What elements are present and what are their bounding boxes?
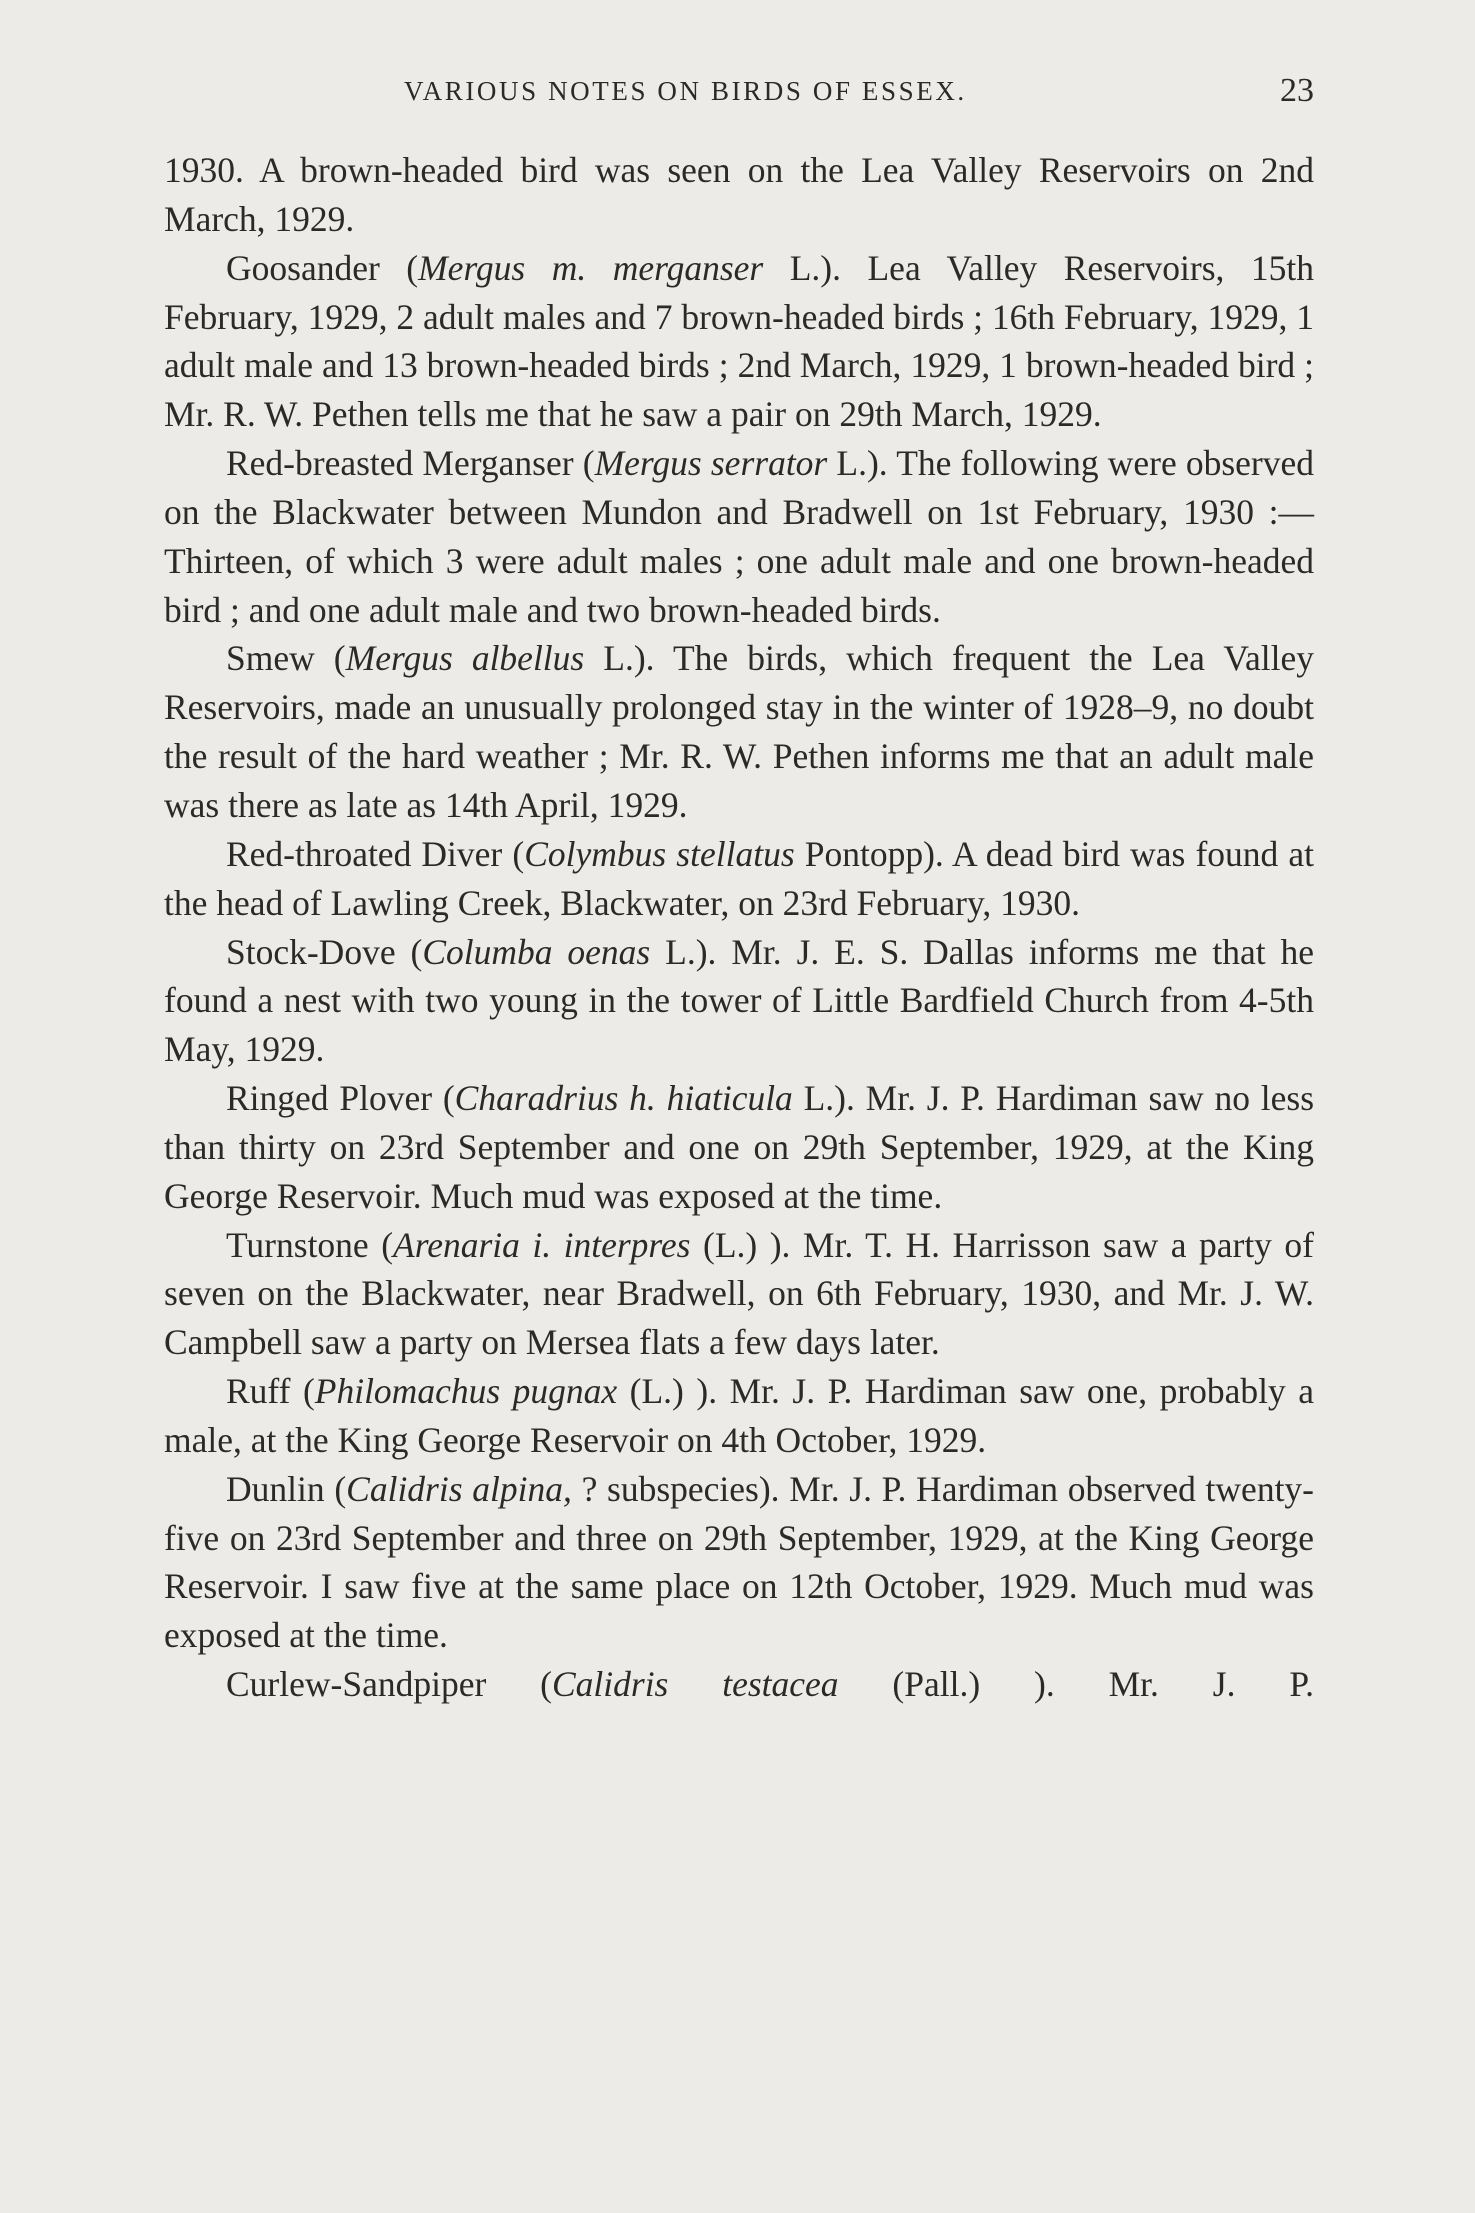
species-authority: L.). [789,247,842,288]
species-latin-name: Charadrius h. hiaticula [454,1078,793,1119]
species-name: Stock-Dove [226,931,396,972]
species-name: Red-throated Diver [226,833,503,874]
species-name: Dunlin [226,1468,325,1509]
species-name: Red-breasted Merganser [226,443,574,484]
species-authority: (L.) ). [703,1224,791,1265]
page-number: 23 [1280,72,1314,109]
species-note: A dead bird was found at the head of Lawling Creek, Blackwater, on 23rd February, 1930. [164,833,1315,923]
species-note: Mr. J. P. Hardiman saw no less than thirty on 23rd September and one on 29th September, 1929, at the King George Reservoir. Much mud was exposed at the time. [164,1078,1315,1216]
species-note: Mr. J. P. Hardiman observed twenty-five on 23rd September and three on 29th September, 1929, at the King George Reservoir. I saw five at the same place on 12th October, 1929. Much mud was exposed at the time. [164,1468,1314,1656]
species-entry-red-throated-diver: Red-throated Diver (Colymbus stellatus Pontopp). A dead bird was found at the head of Lawling Creek, Blackwater, on 23rd February, 1930. [164,833,1315,923]
running-title: VARIOUS NOTES ON BIRDS OF ESSEX. [404,76,967,106]
species-authority: L.). [836,443,888,484]
species-entry-smew: Smew (Mergus albellus L.). The birds, which frequent the Lea Valley Reservoirs, made an unusually prolonged stay in the winter of 1928–9, no doubt the result of the hard weather ; Mr. R. W. Pethen informs me that an adult male was there as late as 14th April, 1929. [164,638,1315,825]
species-entry-goosander: Goosander (Mergus m. merganser L.). Lea Valley Reservoirs, 15th February, 1929, 2 adult males and 7 brown-headed birds ; 16th February, 1929, 1 adult male and 13 brown-headed birds ; 2nd March, 1929, 1 brown-headed bird ; Mr. R. W. Pethen tells me that he saw a pair on 29th March, 1929. [164,247,1315,435]
species-note: Lea Valley Reservoirs, 15th February, 1929, 2 adult males and 7 brown-headed birds ; 16th February, 1929, 1 adult male and 13 brown-headed birds ; 2nd March, 1929, 1 brown-headed bird ; Mr. R. W. Pethen tells me that he saw a pair on 29th March, 1929. [164,247,1315,435]
species-entry-red-breasted-merganser: Red-breasted Merganser (Mergus serrator L.). The following were observed on the Blackwater between Mundon and Bradwell on 1st February, 1930 :—Thirteen, of which 3 were adult males ; one adult male and one brown-headed bird ; and one adult male and two brown-headed birds. [164,443,1315,630]
species-entry-turnstone: Turnstone (Arenaria i. interpres (L.) ). Mr. T. H. Harrisson saw a party of seven on the Blackwater, near Bradwell, on 6th February, 1930, and Mr. J. W. Campbell saw a party on Mersea flats a few days later. [164,1224,1314,1363]
paragraph-continuation: 1930. A brown-headed bird was seen on the Lea Valley Reservoirs on 2nd March, 1929. [164,150,1314,239]
species-latin-name: Mergus albellus [345,638,585,679]
species-note: Mr. J. E. S. Dallas informs me that he found a nest with two young in the tower of Little Bardfield Church from 4-5th May, 1929. [164,931,1315,1070]
species-authority: L.). [665,931,717,972]
species-authority: Pontopp). [804,833,944,874]
species-name: Ringed Plover [226,1078,433,1119]
body-text [164,146,1314,1709]
species-authority: L.). [803,1078,855,1119]
species-name: Ruff [226,1371,291,1412]
species-entry-curlew-sandpiper: Curlew-Sandpiper (Calidris testacea (Pall.) ). Mr. J. P. [226,1664,1315,1705]
species-latin-name: Arenaria i. interpres [393,1224,691,1265]
species-name: Smew [226,638,315,679]
species-entry-stock-dove: Stock-Dove (Columba oenas L.). Mr. J. E. S. Dallas informs me that he found a nest with two young in the tower of Little Bardfield Church from 4-5th May, 1929. [164,931,1315,1070]
species-note: The following were observed on the Blackwater between Mundon and Bradwell on 1st February, 1930 :—Thirteen, of which 3 were adult males ; one adult male and one brown-headed bird ; and one adult male and two brown-headed birds. [164,443,1315,630]
species-note: The birds, which frequent the Lea Valley Reservoirs, made an unusually prolonged stay in the winter of 1928–9, no doubt the result of the hard weather ; Mr. R. W. Pethen informs me that an adult male was there as late as 14th April, 1929. [164,638,1315,825]
species-latin-name: Mergus serrator [594,443,828,484]
species-latin-name: Philomachus pugnax [314,1371,618,1412]
species-name: Goosander [226,247,380,288]
species-entry-ruff: Ruff (Philomachus pugnax (L.) ). Mr. J. P. Hardiman saw one, probably a male, at the King George Reservoir on 4th October, 1929. [164,1371,1315,1460]
species-entry-ringed-plover: Ringed Plover (Charadrius h. hiaticula L.). Mr. J. P. Hardiman saw no less than thirty on 23rd September and one on 29th September, 1929, at the King George Reservoir. Much mud was exposed at the time. [164,1078,1315,1216]
species-authority: ? subspecies). [581,1468,780,1509]
species-latin-name: Columba oenas [422,931,651,972]
page-header [164,72,1314,122]
species-latin-name: Colymbus stellatus [524,833,795,874]
species-authority: (Pall.) ). [892,1664,1055,1705]
species-entry-dunlin: Dunlin (Calidris alpina, ? subspecies). Mr. J. P. Hardiman observed twenty-five on 23rd September and three on 29th September, 1929, at the King George Reservoir. I saw five at the same place on 12th October, 1929. Much mud was exposed at the time. [164,1468,1314,1656]
species-latin-name: Calidris testacea [551,1664,839,1705]
species-name: Curlew-Sandpiper [226,1664,487,1705]
species-authority: L.). [603,638,655,679]
species-latin-name: Mergus m. merganser [418,247,764,288]
species-note: Mr. T. H. Harrisson saw a party of seven on the Blackwater, near Bradwell, on 6th February, 1930, and Mr. J. W. Campbell saw a party on Mersea flats a few days later. [164,1224,1314,1363]
species-note: Mr. J. P. Hardiman saw one, probably a male, at the King George Reservoir on 4th October, 1929. [164,1371,1315,1460]
species-latin-name: Calidris alpina, [346,1468,572,1509]
species-note: Mr. J. P. [1108,1664,1315,1705]
species-authority: (L.) ). [629,1371,718,1412]
species-name: Turnstone [226,1224,369,1265]
